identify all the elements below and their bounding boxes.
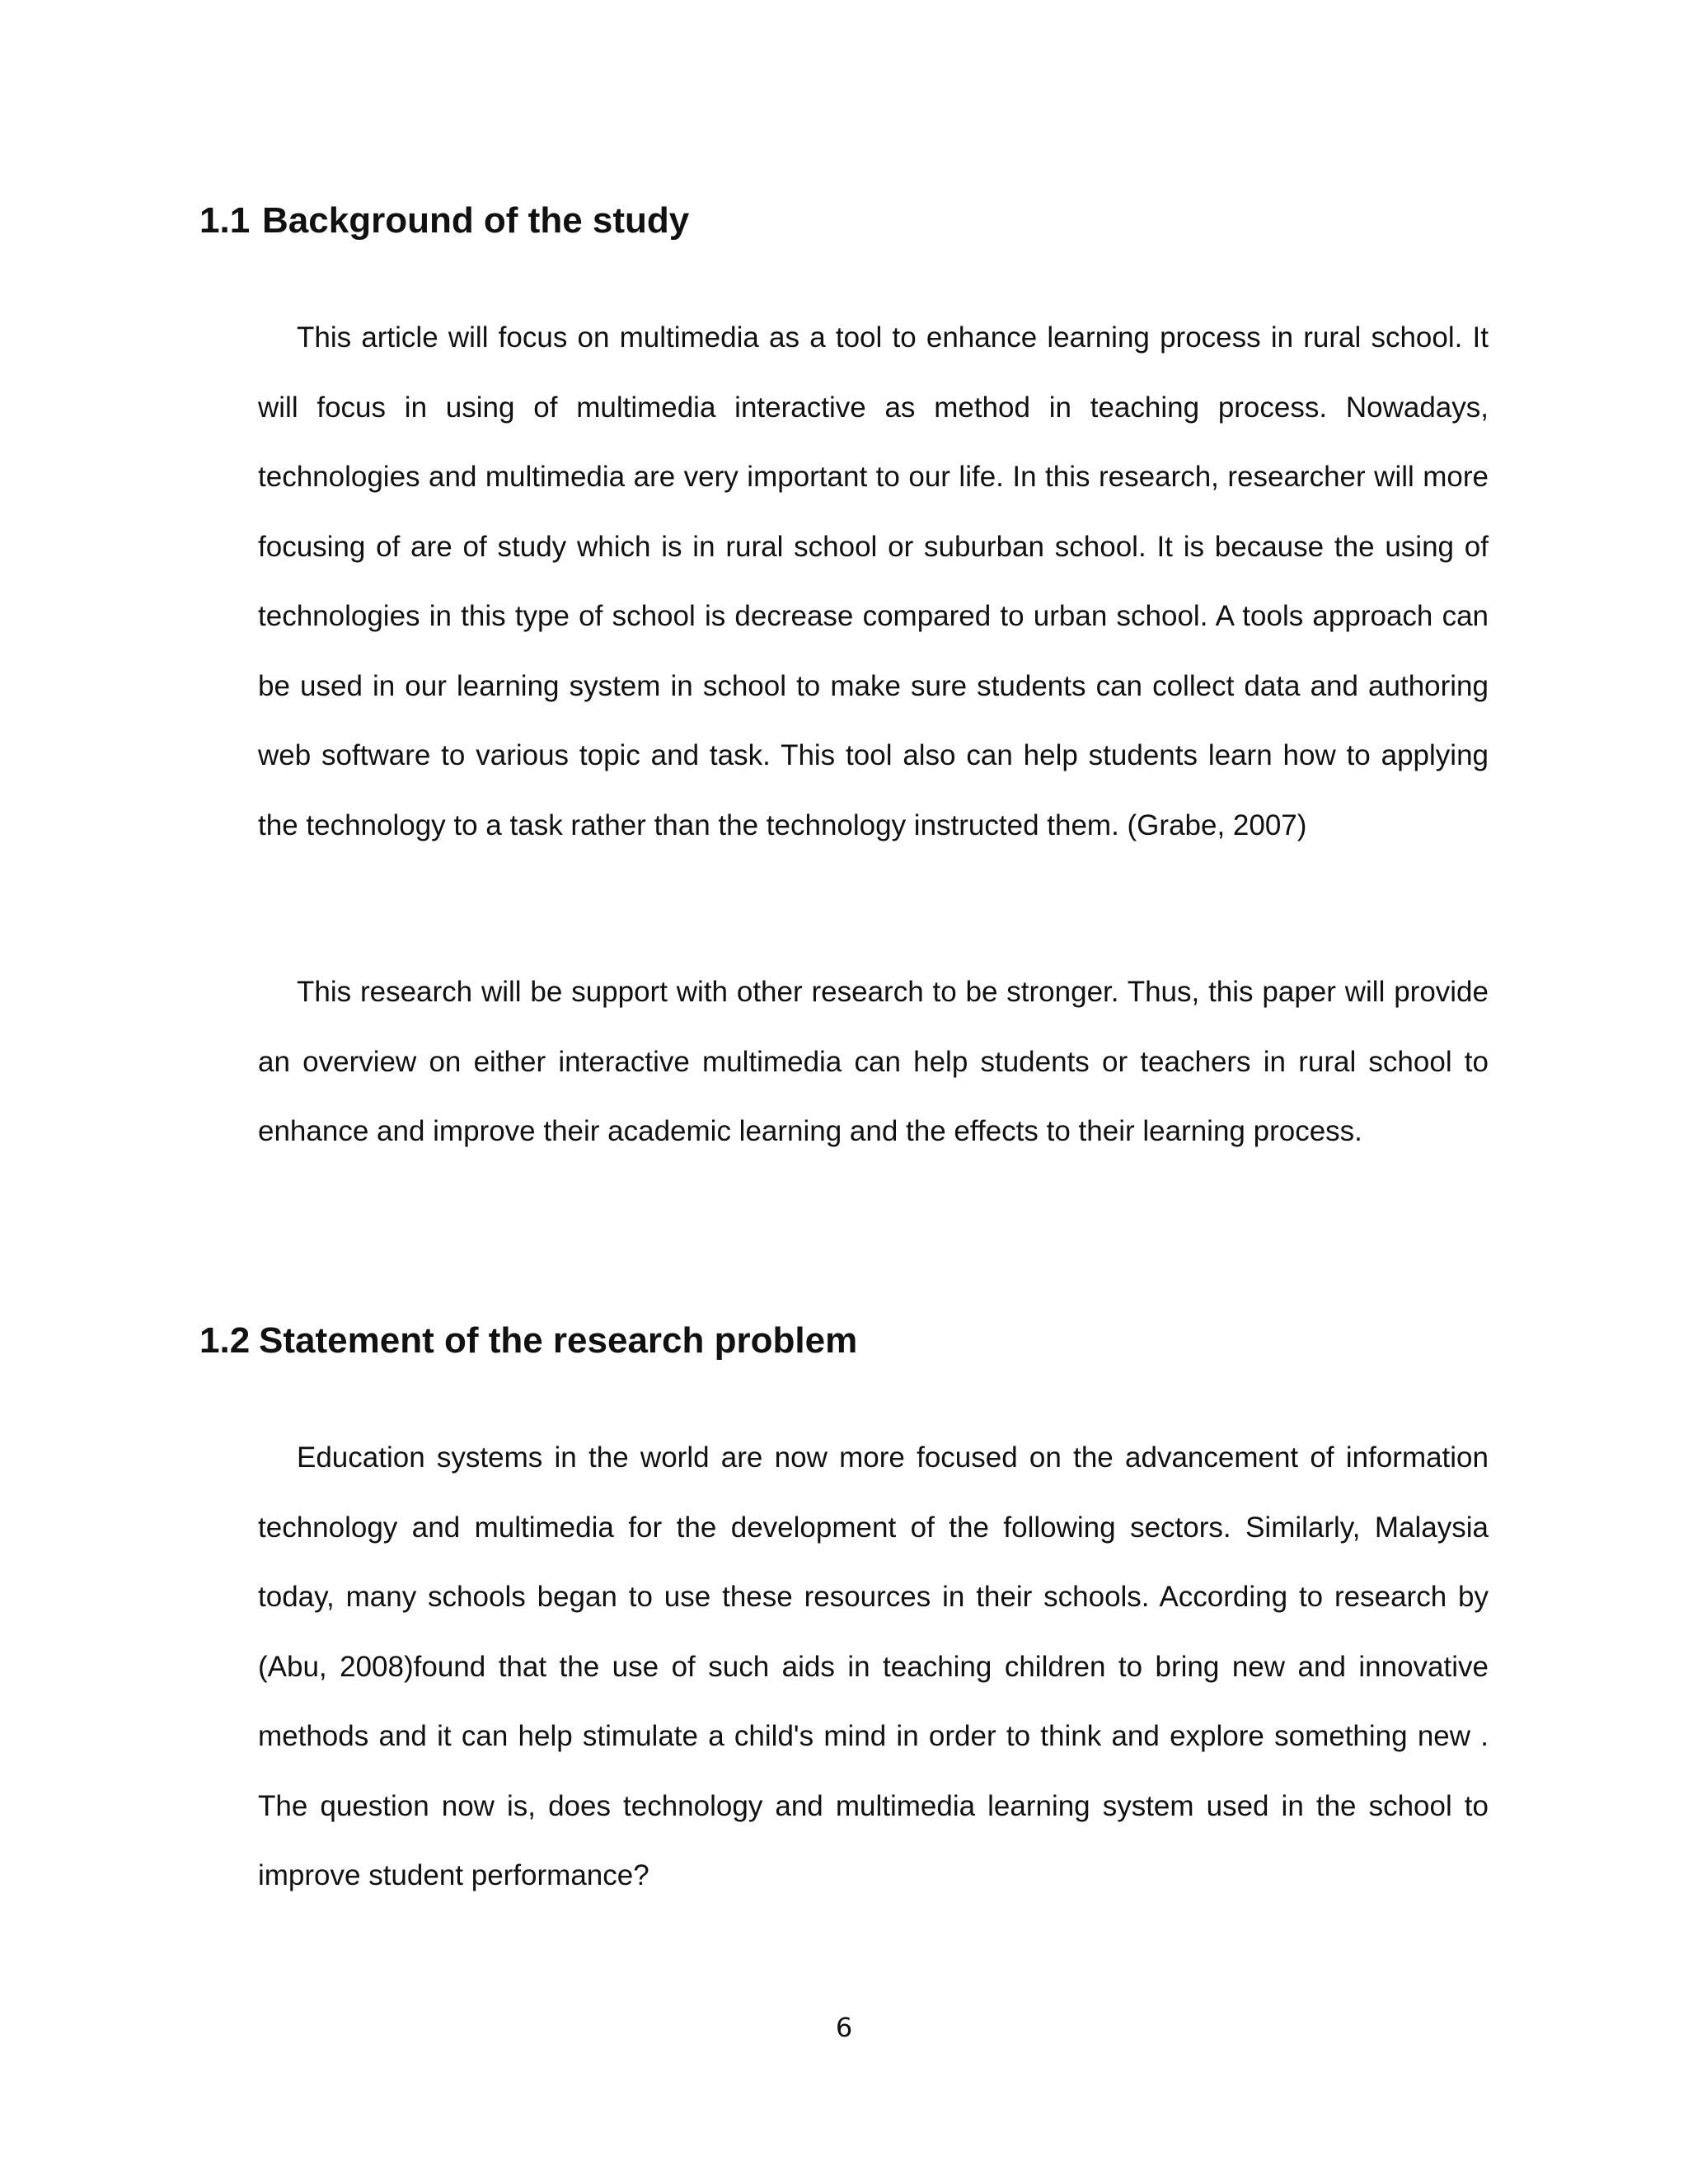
page-number: 6 — [835, 2012, 853, 2043]
paragraph-background-1: This article will focus on multimedia as a tool to enhance learning process in rural school. It will focus in using of multimedia interactive as method in teaching process. Nowadays, technologies and multimedia are very important to our life. In this research, researcher will more focusing of are of study which is in rural school or suburban school. It is because the using of technologies in this type of school is decrease compared to urban school. A tools approach can be used in our learning system in school to make sure students can collect data and authoring web software to various topic and task. This tool also can help students learn how to applying the technology to a task rather than the technology instructed them. (Grabe, 2007) — [258, 321, 1489, 841]
section-heading-problem-statement — [199, 1316, 857, 1366]
section-number: 1.2 — [199, 1320, 251, 1361]
paragraph-background-2: This research will be support with other research to be stronger. Thus, this paper will provide an overview on either interactive multimedia can help students or teachers in rural school to enhance and improve their academic learning and the effects to their learning process. — [258, 976, 1489, 1147]
section-title: Background of the study — [262, 200, 690, 241]
section-number: 1.1 — [199, 200, 251, 241]
paragraph-problem-statement-1: Education systems in the world are now more focused on the advancement of information technology and multimedia for the development of the following sectors. Similarly, Malaysia today, many schools began to use these resources in their schools. According to research by (Abu, 2008)found that the use of such aids in teaching children to bring new and innovative methods and it can help stimulate a child's mind in order to think and explore something new . The question now is, does technology and multimedia learning system used in the school to improve student performance? — [258, 1441, 1489, 1891]
section-heading-background — [199, 196, 689, 246]
section-title: Statement of the research problem — [259, 1320, 858, 1361]
